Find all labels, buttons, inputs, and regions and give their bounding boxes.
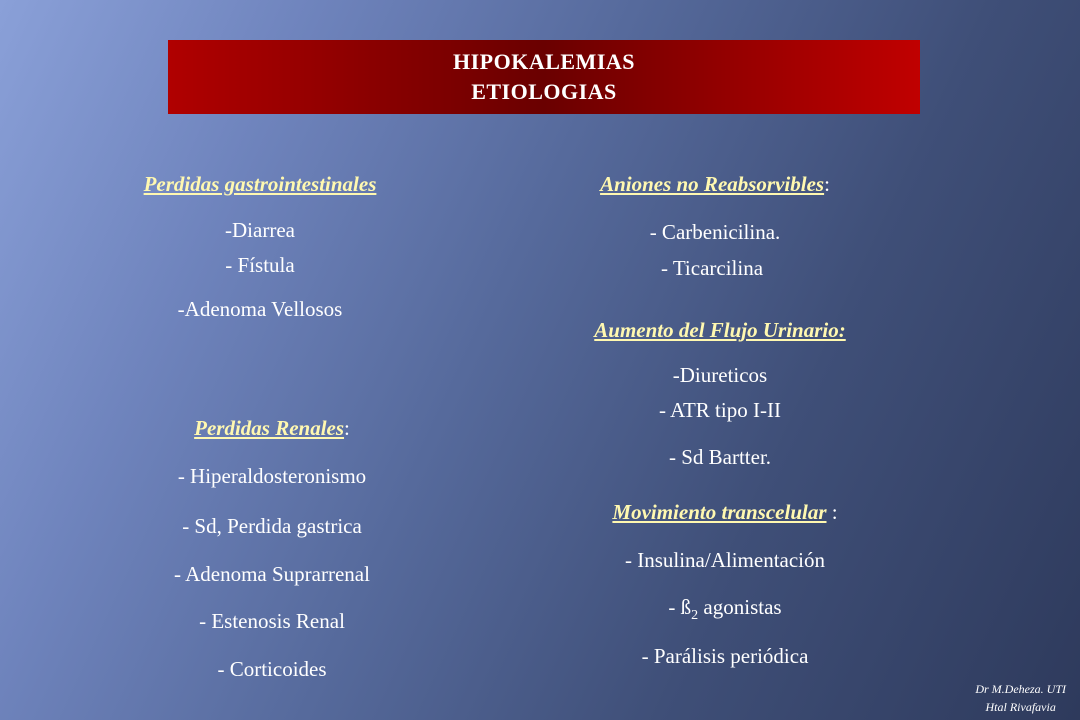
list-item: - Hiperaldosteronismo bbox=[177, 464, 367, 488]
list-item: - Parálisis periódica bbox=[641, 644, 809, 668]
heading-flujo: Aumento del Flujo Urinario: bbox=[594, 318, 846, 342]
list-item: - Ticarcilina bbox=[660, 256, 764, 280]
list-item: -Diarrea bbox=[225, 218, 295, 242]
list-item: - Sd Bartter. bbox=[668, 445, 772, 469]
list-item: - Carbenicilina. bbox=[649, 220, 781, 244]
heading-renal: Perdidas Renales: bbox=[194, 416, 350, 440]
list-item: -Adenoma Vellosos bbox=[177, 297, 343, 321]
list-item: - ATR tipo I-II bbox=[659, 398, 781, 422]
heading-transcelular: Movimiento transcelular : bbox=[612, 500, 838, 524]
list-item: -Diureticos bbox=[672, 363, 768, 387]
list-item: - Fístula bbox=[225, 253, 295, 277]
list-item: - Adenoma Suprarrenal bbox=[174, 562, 370, 586]
list-item: - Sd, Perdida gastrica bbox=[182, 514, 362, 538]
slide-title: HIPOKALEMIAS bbox=[452, 49, 636, 74]
author-credit: Dr M.Deheza. UTI Htal Rivafavia bbox=[975, 682, 1066, 714]
list-item: - Insulina/Alimentación bbox=[624, 548, 826, 572]
list-item: - Corticoides bbox=[217, 657, 327, 681]
list-item: - $ß_2$ agonistas bbox=[668, 595, 782, 624]
title-banner bbox=[168, 40, 920, 114]
subscript: 2 bbox=[691, 608, 699, 624]
slide-subtitle: ETIOLOGIAS bbox=[471, 79, 617, 104]
list-item: - Estenosis Renal bbox=[199, 609, 345, 633]
heading-gi: Perdidas gastrointestinales bbox=[143, 172, 377, 196]
heading-aniones: Aniones no Reabsorvibles: bbox=[600, 172, 830, 196]
